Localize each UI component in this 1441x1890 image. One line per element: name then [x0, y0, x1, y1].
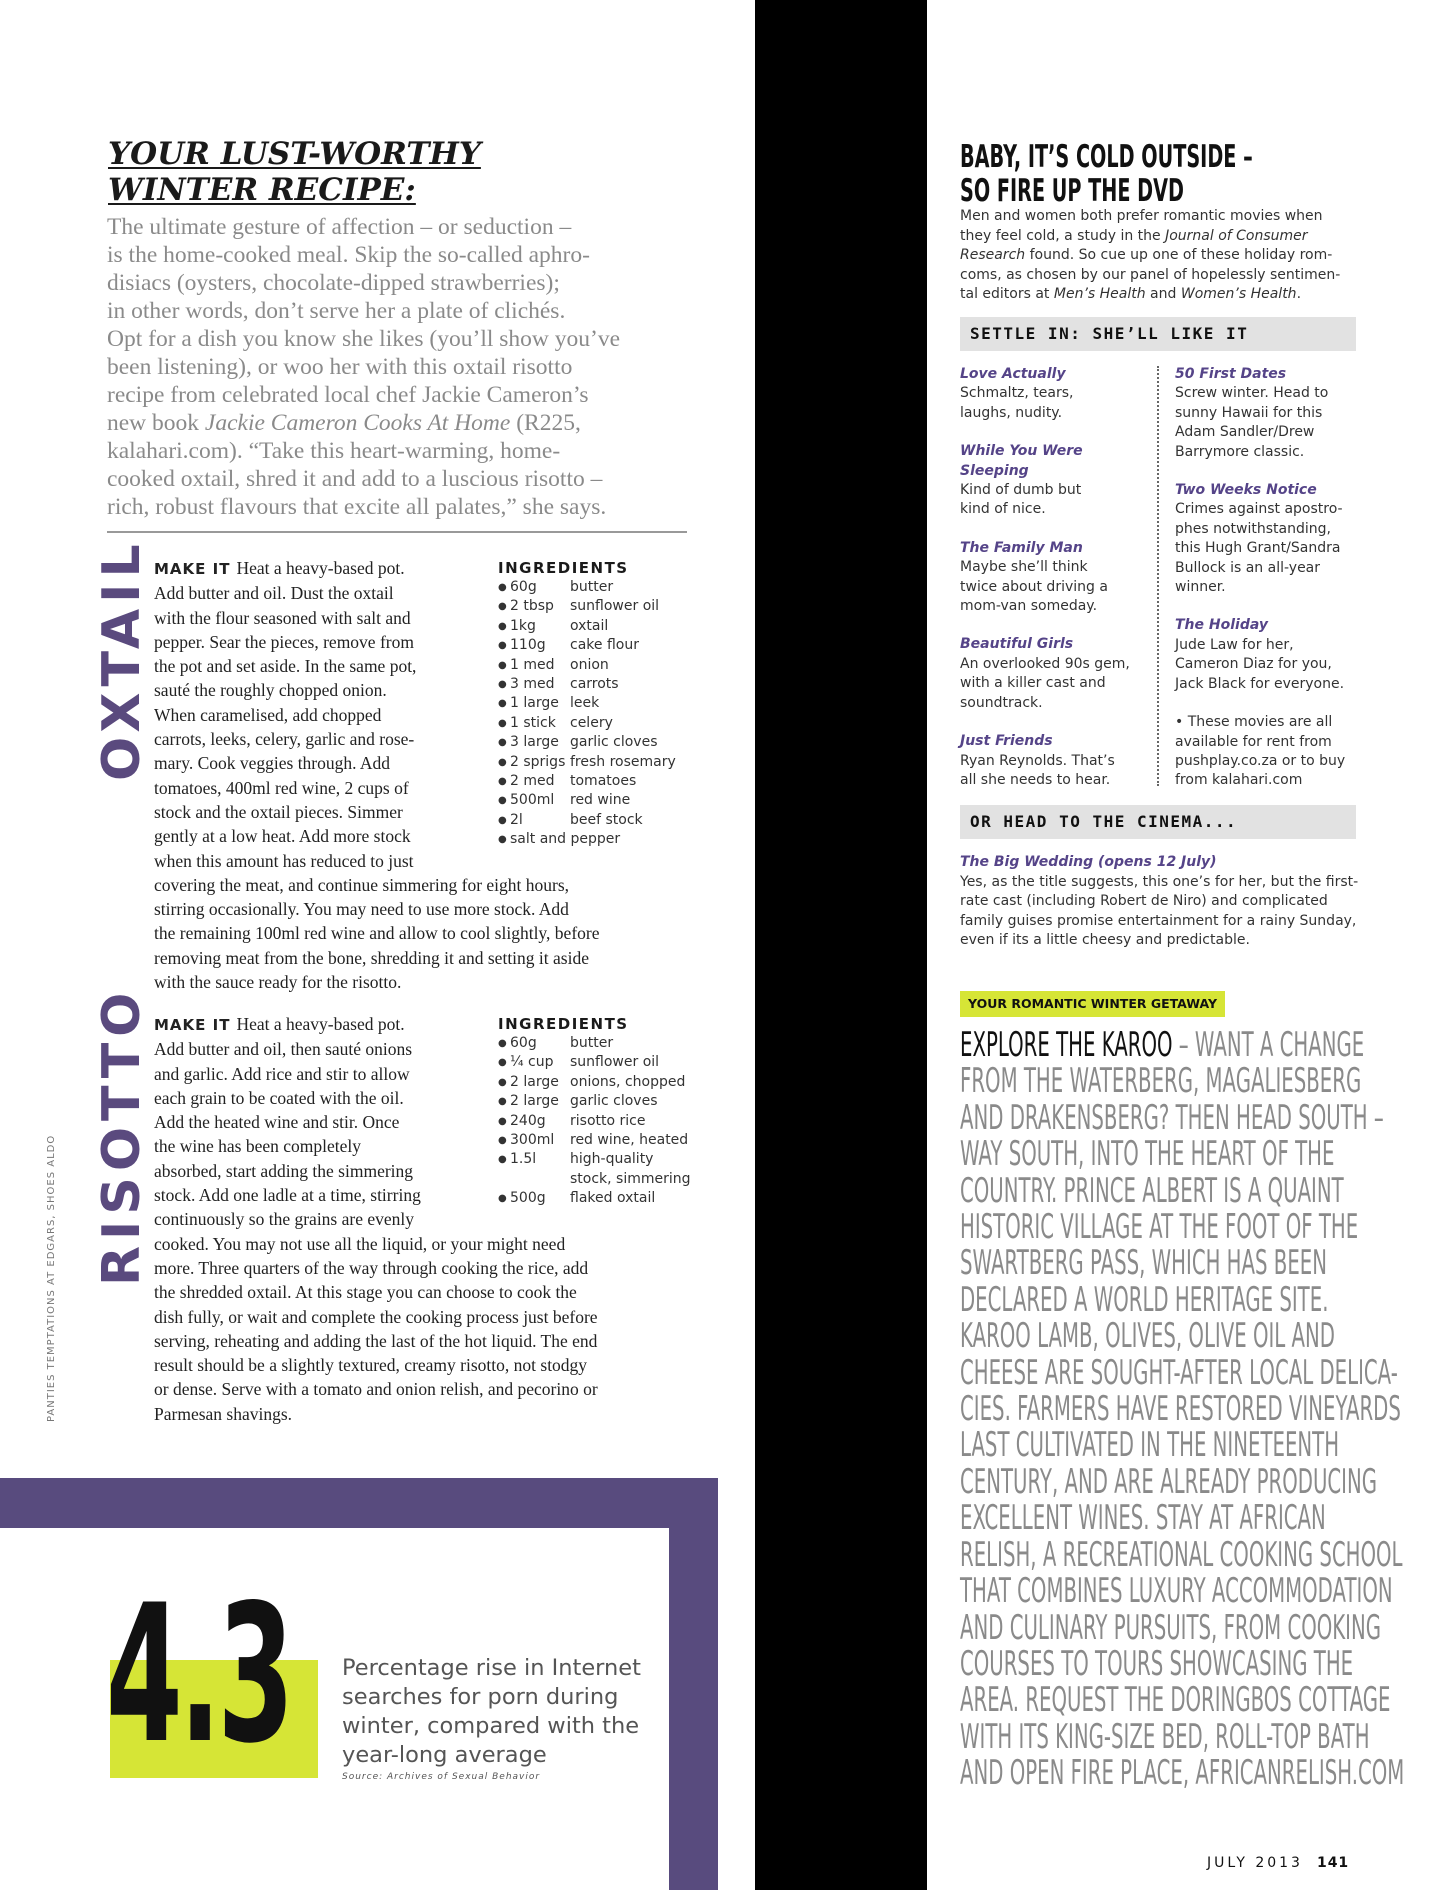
- recipe-title-line: WINTER RECIPE:: [108, 172, 416, 208]
- intro-line: Research found. So cue up one of these holiday rom-: [960, 247, 1333, 263]
- intro-divider: [107, 531, 687, 533]
- movie-description: [1175, 384, 1365, 462]
- ingredients-heading: INGREDIENTS: [498, 1015, 629, 1033]
- method-line: with the flour seasoned with salt and: [154, 607, 411, 628]
- description-line: Kind of dumb but: [960, 482, 1082, 499]
- description-line: Ryan Reynolds. That’s: [960, 752, 1115, 769]
- description-line: Jude Law for her,: [1175, 636, 1294, 653]
- getaway-line: CHEESE ARE SOUGHT-AFTER LOCAL DELICA-: [960, 1352, 1398, 1393]
- method-line: each grain to be coated with the oil.: [154, 1087, 404, 1108]
- getaway-line: AREA. REQUEST THE DORINGBOS COTTAGE: [960, 1680, 1391, 1721]
- bullet-icon: ●: [498, 756, 507, 768]
- stat-line: year-long average: [342, 1742, 547, 1768]
- getaway-line: WITH ITS KING-SIZE BED, ROLL-TOP BATH: [960, 1716, 1370, 1757]
- cinema-pick: [960, 853, 1360, 951]
- bullet-icon: ●: [498, 1096, 507, 1108]
- getaway-line: LAST CULTIVATED IN THE NINETEENTH: [960, 1425, 1340, 1466]
- intro-line: been listening), or woo her with this oxtail risotto: [107, 354, 573, 380]
- movie-title: 50 First Dates: [1175, 366, 1287, 382]
- bullet-icon: ●: [498, 640, 507, 652]
- ingredient-qty: 110g: [510, 637, 546, 654]
- method-line: when this amount has reduced to just: [154, 850, 414, 871]
- stat-line: searches for porn during: [342, 1684, 619, 1710]
- bullet-icon: ●: [498, 679, 507, 691]
- getaway-line: EXCELLENT WINES. STAY AT AFRICAN: [960, 1498, 1326, 1539]
- cinema-line: rate cast (including Robert de Niro) and complicated: [960, 893, 1328, 909]
- description-line: Screw winter. Head to: [1175, 385, 1329, 402]
- ingredient-row: [498, 772, 708, 791]
- ingredient-item: butter: [570, 579, 614, 595]
- movie-title: Love Actually: [960, 366, 1066, 382]
- ingredient-row: [498, 597, 708, 616]
- ingredient-item: sunflower oil: [570, 598, 660, 615]
- ingredients-heading: INGREDIENTS: [498, 559, 629, 577]
- description-line: kind of nice.: [960, 501, 1046, 518]
- method-line: stock. Add one ladle at a time, stirring: [154, 1185, 421, 1206]
- getaway-line: COURSES TO TOURS SHOWCASING THE: [960, 1643, 1354, 1684]
- method-line: sauté the roughly chopped onion.: [154, 680, 387, 701]
- ingredient-row: [498, 675, 708, 694]
- ingredient-qty: 2l: [510, 811, 523, 828]
- method-line: Add the heated wine and stir. Once: [154, 1112, 400, 1133]
- intro-line: is the home-cooked meal. Skip the so-called aphro-: [107, 242, 590, 268]
- movies-headline: [960, 139, 1253, 209]
- ingredient-qty: 1kg: [510, 617, 536, 634]
- method-line: the remaining 100ml red wine and allow to cool slightly, before: [154, 923, 600, 944]
- intro-line: coms, as chosen by our panel of hopelessly sentimen-: [960, 266, 1341, 283]
- description-line: An overlooked 90s gem,: [960, 655, 1130, 672]
- method-line: serving, reheating and adding the last of the hot liquid. The end: [154, 1330, 598, 1351]
- ingredient-qty: 3 large: [510, 734, 559, 751]
- getaway-line: COUNTRY. PRINCE ALBERT IS A QUAINT: [960, 1170, 1344, 1211]
- bullet-icon: ●: [498, 1076, 507, 1088]
- ingredient-qty: 2 sprigs: [510, 753, 566, 770]
- movie-title: Two Weeks Notice: [1175, 482, 1317, 499]
- stat-description: [342, 1654, 662, 1770]
- bullet-icon: ●: [498, 776, 507, 788]
- movie-entry: [960, 539, 1150, 617]
- ingredient-row: [498, 1131, 708, 1150]
- movie-entry: [1175, 616, 1365, 694]
- getaway-line: AND CULINARY PURSUITS, FROM COOKING: [960, 1607, 1382, 1648]
- method-line: tomatoes, 400ml red wine, 2 cups of: [154, 777, 409, 798]
- intro-line: The ultimate gesture of affection – or seduction –: [107, 214, 572, 240]
- bullet-icon: ●: [498, 1154, 507, 1166]
- ingredient-row: [498, 617, 708, 636]
- method-line: result should be a slightly textured, creamy risotto, not stodgy: [154, 1355, 588, 1376]
- description-line: Barrymore classic.: [1175, 443, 1305, 460]
- ingredient-qty: 1 large: [510, 695, 559, 712]
- bullet-icon: ●: [498, 1057, 507, 1069]
- ingredient-row: [498, 1170, 708, 1189]
- issue-date: JULY 2013: [1207, 1855, 1303, 1871]
- ingredient-row: [498, 1189, 708, 1208]
- description-line: with a killer cast and: [960, 675, 1106, 692]
- ingredient-item: onion: [570, 656, 609, 673]
- description-line: twice about driving a: [960, 578, 1108, 595]
- method-line: When caramelised, add chopped: [154, 704, 382, 725]
- method-line: cooked. You may not use all the liquid, or your might need: [154, 1233, 566, 1254]
- method-line: dish fully, or wait and complete the cooking process just before: [154, 1306, 598, 1327]
- ingredient-row: [498, 830, 708, 849]
- oxtail-section-label: OXTAIL: [92, 538, 152, 782]
- headline-line: BABY, IT’S COLD OUTSIDE –: [960, 139, 1253, 175]
- getaway-tag: YOUR ROMANTIC WINTER GETAWAY: [960, 991, 1225, 1017]
- description-line: Bullock is an all-year: [1175, 559, 1321, 576]
- method-line: absorbed, start adding the simmering: [154, 1160, 414, 1181]
- method-line: the wine has been completely: [154, 1136, 362, 1157]
- method-line: gently at a low heat. Add more stock: [154, 826, 411, 847]
- ingredient-item: high-quality: [570, 1151, 654, 1168]
- method-line: Heat a heavy-based pot.: [236, 558, 405, 578]
- ingredient-item: beef stock: [570, 811, 643, 828]
- description-line: phes notwithstanding,: [1175, 520, 1331, 537]
- getaway-line: CIES. FARMERS HAVE RESTORED VINEYARDS: [960, 1389, 1401, 1430]
- method-line: the shredded oxtail. At this stage you can choose to cook the: [154, 1282, 577, 1303]
- bullet-icon: ●: [498, 698, 507, 710]
- bullet-icon: ●: [498, 659, 507, 671]
- risotto-section-label: RISOTTO: [92, 986, 152, 1286]
- movie-entry: [960, 365, 1150, 423]
- ingredient-qty: [510, 1170, 570, 1189]
- ingredient-row: [498, 1112, 708, 1131]
- ingredient-item: flaked oxtail: [570, 1190, 656, 1207]
- getaway-line: DECLARED A WORLD HERITAGE SITE.: [960, 1279, 1329, 1320]
- ingredient-item: red wine: [570, 792, 631, 809]
- movie-description: [960, 558, 1150, 616]
- ingredient-qty: 2 large: [510, 1073, 559, 1090]
- movie-entry: [1175, 365, 1365, 462]
- intro-line: disiacs (oysters, chocolate-dipped strawberries);: [107, 270, 560, 296]
- ingredient-item: risotto rice: [570, 1112, 646, 1129]
- page-gutter: [755, 0, 927, 1890]
- stat-frame-side: [669, 1478, 718, 1890]
- ingredient-row: [498, 694, 708, 713]
- ingredient-item: tomatoes: [570, 773, 637, 790]
- ingredient-qty: 2 med: [510, 773, 555, 790]
- method-line: with the sauce ready for the risotto.: [154, 972, 402, 993]
- intro-line: Opt for a dish you know she likes (you’ll show you’ve: [107, 326, 621, 352]
- bullet-icon: ●: [498, 814, 507, 826]
- ingredient-item: carrots: [570, 676, 619, 693]
- ingredient-item: cake flour: [570, 637, 639, 654]
- getaway-lead: EXPLORE THE KAROO: [960, 1025, 1173, 1065]
- ingredient-row: [498, 1073, 708, 1092]
- photo-credit: PANTIES TEMPTATIONS AT EDGARS, SHOES ALDO: [46, 1134, 57, 1422]
- bullet-icon: ●: [498, 620, 507, 632]
- ingredient-qty: 60g: [510, 579, 537, 595]
- movie-title: Just Friends: [960, 733, 1053, 750]
- ingredient-qty: 500g: [510, 1190, 546, 1207]
- ingredient-item: leek: [570, 695, 600, 712]
- settle-in-bar: SETTLE IN: SHE’LL LIKE IT: [960, 317, 1356, 351]
- movie-description: [960, 655, 1150, 713]
- ingredient-row: [498, 1150, 708, 1169]
- method-line: mary. Cook veggies through. Add: [154, 753, 391, 774]
- ingredient-row: [498, 714, 708, 733]
- column-divider: [1157, 366, 1159, 786]
- method-line: Heat a heavy-based pot.: [236, 1014, 405, 1034]
- movie-description: [960, 384, 1150, 423]
- stat-line: Percentage rise in Internet: [342, 1655, 641, 1681]
- ingredient-item: oxtail: [570, 617, 609, 634]
- ingredient-qty: 500ml: [510, 792, 555, 809]
- intro-line: kalahari.com). “Take this heart-warming, home-: [107, 438, 561, 464]
- recipe-title: [108, 136, 668, 208]
- description-line: Schmaltz, tears,: [960, 385, 1074, 402]
- description-line: all she needs to hear.: [960, 771, 1111, 788]
- note-line: pushplay.co.za or to buy: [1175, 752, 1346, 769]
- movie-column-left: [960, 365, 1150, 809]
- ingredient-row: [498, 733, 708, 752]
- recipe-intro: [107, 213, 677, 521]
- ingredient-item: fresh rosemary: [570, 753, 676, 770]
- description-line: Adam Sandler/Drew: [1175, 424, 1315, 441]
- getaway-line: WAY SOUTH, INTO THE HEART OF THE: [960, 1134, 1335, 1175]
- ingredient-qty: 2 large: [510, 1093, 559, 1110]
- stat-source: Source: Archives of Sexual Behavior: [342, 1772, 541, 1782]
- intro-line: in other words, don’t serve her a plate of clichés.: [107, 298, 566, 324]
- intro-line: recipe from celebrated local chef Jackie Cameron’s: [107, 382, 589, 408]
- stat-line: winter, compared with the: [342, 1713, 640, 1739]
- movie-title: Beautiful Girls: [960, 636, 1074, 653]
- risotto-ingredients: [498, 1014, 708, 1209]
- ingredient-qty: 1 med: [510, 656, 555, 673]
- ingredient-qty: 300ml: [510, 1132, 555, 1149]
- bullet-icon: ●: [498, 1193, 507, 1205]
- ingredient-item: butter: [570, 1035, 614, 1051]
- movie-entry: [1175, 481, 1365, 597]
- description-line: mom-van someday.: [960, 598, 1098, 615]
- ingredient-item: stock, simmering: [570, 1170, 691, 1187]
- method-line: and garlic. Add rice and stir to allow: [154, 1063, 410, 1084]
- movie-description: [960, 481, 1150, 520]
- ingredient-qty: 1 stick: [510, 714, 556, 731]
- bullet-icon: ●: [498, 717, 507, 729]
- page-number: 141: [1316, 1855, 1350, 1871]
- ingredient-qty: 3 med: [510, 676, 555, 693]
- intro-line: new book Jackie Cameron Cooks At Home (R225,: [107, 410, 581, 436]
- movie-description: [1175, 500, 1365, 597]
- description-line: winner.: [1175, 579, 1226, 596]
- ingredient-item: sunflower oil: [570, 1054, 660, 1071]
- method-line: stock and the oxtail pieces. Simmer: [154, 801, 403, 822]
- getaway-line: HISTORIC VILLAGE AT THE FOOT OF THE: [960, 1207, 1359, 1248]
- description-line: Jack Black for everyone.: [1175, 675, 1345, 692]
- description-line: Crimes against apostro-: [1175, 501, 1343, 518]
- movie-entry: [960, 732, 1150, 790]
- getaway-line: AND DRAKENSBERG? THEN HEAD SOUTH –: [960, 1097, 1384, 1138]
- description-line: soundtrack.: [960, 694, 1043, 711]
- make-it-label: MAKE IT: [154, 560, 231, 578]
- intro-line: rich, robust flavours that excite all palates,” she says.: [107, 494, 607, 520]
- ingredient-item: garlic cloves: [570, 1093, 658, 1110]
- bullet-icon: ●: [498, 601, 507, 613]
- folio: [1207, 1855, 1349, 1871]
- getaway-line: KAROO LAMB, OLIVES, OLIVE OIL AND: [960, 1316, 1335, 1357]
- movies-intro: [960, 207, 1370, 305]
- bullet-icon: [498, 1170, 510, 1189]
- ingredient-row: [498, 753, 708, 772]
- ingredient-qty: 240g: [510, 1112, 546, 1129]
- bullet-icon: ●: [498, 737, 507, 749]
- movie-title: The Holiday: [1175, 617, 1268, 634]
- ingredient-qty: 60g: [510, 1035, 537, 1051]
- ingredient-item: red wine, heated: [570, 1132, 689, 1149]
- ingredient-item: celery: [570, 714, 613, 731]
- ingredient-item: garlic cloves: [570, 734, 658, 751]
- intro-line: tal editors at Men’s Health and Women’s Health.: [960, 286, 1302, 302]
- method-line: or dense. Serve with a tomato and onion relish, and pecorino or: [154, 1379, 598, 1400]
- cinema-title: The Big Wedding (opens 12 July): [960, 854, 1217, 870]
- method-line: Parmesan shavings.: [154, 1403, 293, 1424]
- cinema-line: family guises promise entertainment for a rainy Sunday,: [960, 912, 1357, 929]
- note-line: • These movies are all: [1175, 714, 1333, 731]
- ingredient-qty: 1.5l: [510, 1151, 537, 1168]
- movie-title: While You Were: [960, 443, 1083, 460]
- ingredient-item: onions, chopped: [570, 1073, 686, 1090]
- cinema-line: Yes, as the title suggests, this one’s for her, but the first-: [960, 873, 1359, 890]
- method-line: Add butter and oil. Dust the oxtail: [154, 583, 394, 604]
- make-it-label: MAKE IT: [154, 1016, 231, 1034]
- intro-line: they feel cold, a study in the Journal of Consumer: [960, 227, 1308, 244]
- bullet-icon: ●: [498, 1038, 507, 1049]
- ingredient-row: [498, 791, 708, 810]
- movie-description: [1175, 636, 1365, 694]
- method-line: carrots, leeks, celery, garlic and rose-: [154, 729, 415, 750]
- getaway-line: – WANT A CHANGE: [1172, 1025, 1365, 1065]
- getaway-line: THAT COMBINES LUXURY ACCOMMODATION: [960, 1571, 1393, 1612]
- availability-note: [1175, 713, 1365, 791]
- ingredient-row: [498, 636, 708, 655]
- ingredient-row: [498, 656, 708, 675]
- intro-line: Men and women both prefer romantic movies when: [960, 208, 1323, 224]
- ingredient-row: [498, 578, 708, 597]
- recipe-title-line: YOUR LUST-WORTHY: [108, 136, 481, 172]
- bullet-icon: ●: [498, 1135, 507, 1147]
- ingredient-row: [498, 1092, 708, 1111]
- headline-line: SO FIRE UP THE DVD: [960, 173, 1184, 209]
- ingredient-row: [498, 811, 708, 830]
- bullet-icon: ●: [498, 1115, 507, 1127]
- description-line: this Hugh Grant/Sandra: [1175, 540, 1341, 557]
- description-line: Cameron Diaz for you,: [1175, 656, 1332, 673]
- getaway-line: CENTURY, AND ARE ALREADY PRODUCING: [960, 1461, 1378, 1502]
- intro-line: cooked oxtail, shred it and add to a luscious risotto –: [107, 466, 603, 492]
- movie-entry: [960, 442, 1150, 520]
- note-line: available for rent from: [1175, 733, 1332, 750]
- getaway-line: SWARTBERG PASS, WHICH HAS BEEN: [960, 1243, 1327, 1284]
- method-line: pepper. Sear the pieces, remove from: [154, 631, 414, 652]
- ingredient-qty: 2 tbsp: [510, 598, 554, 615]
- movie-title: The Family Man: [960, 539, 1083, 556]
- method-line: Add butter and oil, then sauté onions: [154, 1039, 413, 1060]
- method-line: removing meat from the bone, shredding it and setting it aside: [154, 947, 589, 968]
- getaway-line: AND OPEN FIRE PLACE, AFRICANRELISH.COM: [960, 1753, 1405, 1794]
- method-line: stirring occasionally. You may need to use more stock. Add: [154, 899, 569, 920]
- getaway-line: RELISH, A RECREATIONAL COOKING SCHOOL: [960, 1534, 1403, 1575]
- method-line: more. Three quarters of the way through cooking the rice, add: [154, 1257, 589, 1278]
- description-line: sunny Hawaii for this: [1175, 404, 1323, 421]
- ingredient-row: [498, 1034, 708, 1053]
- bullet-icon: ●: [498, 795, 507, 807]
- method-line: covering the meat, and continue simmering for eight hours,: [154, 874, 570, 895]
- note-line: from kalahari.com: [1175, 772, 1303, 789]
- getaway-text: [960, 1025, 1405, 1794]
- movie-column-right: [1175, 365, 1365, 791]
- oxtail-ingredients: [498, 558, 708, 850]
- movie-title: Sleeping: [960, 462, 1029, 479]
- ingredient-row: [498, 1053, 708, 1072]
- method-line: the pot and set aside. In the same pot,: [154, 656, 417, 677]
- bullet-icon: ●: [498, 582, 507, 593]
- bullet-icon: ●: [498, 834, 507, 846]
- cinema-line: even if its a little cheesy and predictable.: [960, 932, 1250, 948]
- getaway-line: FROM THE WATERBERG, MAGALIESBERG: [960, 1061, 1362, 1102]
- movie-description: [960, 752, 1150, 791]
- cinema-bar: OR HEAD TO THE CINEMA...: [960, 805, 1356, 839]
- movie-entry: [960, 635, 1150, 713]
- stat-number: 4.3: [106, 1564, 291, 1785]
- stat-frame-top: [0, 1478, 718, 1528]
- method-line: continuously so the grains are evenly: [154, 1209, 415, 1230]
- ingredient-qty: salt and pepper: [510, 831, 621, 848]
- description-line: Maybe she’ll think: [960, 559, 1088, 576]
- description-line: laughs, nudity.: [960, 404, 1063, 421]
- ingredient-qty: ¼ cup: [510, 1054, 554, 1071]
